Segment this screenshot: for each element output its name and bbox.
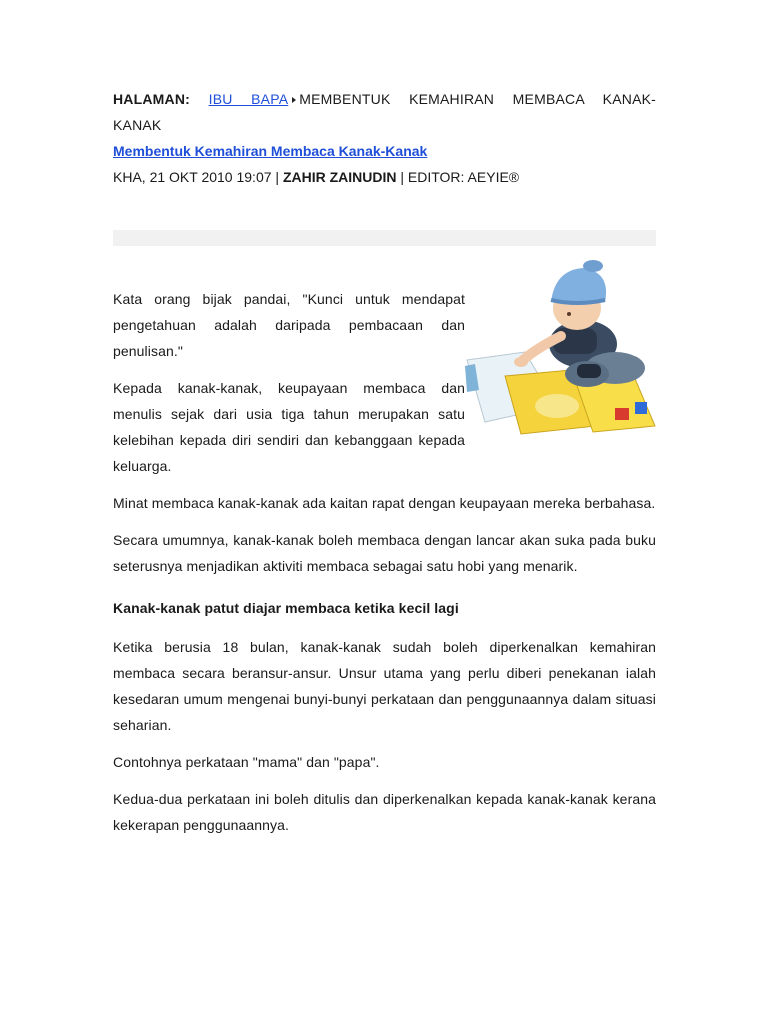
article-body [113, 286, 656, 849]
breadcrumb-link-ibu-bapa[interactable]: IBU BAPA [208, 91, 289, 107]
article-paragraph: Kepada kanak-kanak, keupayaan membaca dan menulis sejak dari usia tiga tahun merupakan satu kelebihan kepada diri sendiri dan kebanggaan kepada keluarga. [113, 380, 465, 474]
article-title-link[interactable]: Membentuk Kemahiran Membaca Kanak-Kanak [113, 143, 428, 159]
breadcrumb-label: HALAMAN: [113, 91, 191, 107]
article-paragraph: Kata orang bijak pandai, "Kunci untuk mendapat pengetahuan adalah daripada pembacaan dan penulisan." [113, 291, 465, 359]
breadcrumb-arrow-icon [292, 97, 296, 103]
article-paragraph: Minat membaca kanak-kanak ada kaitan rapat dengan keupayaan mereka berbahasa. [113, 495, 656, 511]
breadcrumb-current: MEMBENTUK KEMAHIRAN MEMBACA KANAK-KANAK [113, 91, 657, 133]
article-paragraph: Ketika berusia 18 bulan, kanak-kanak sudah boleh diperkenalkan kemahiran membaca secara beransur-ansur. Unsur utama yang perlu diberi penekanan ialah kesedaran umum mengenai bunyi-bunyi perkataan dan penggunaannya dalam situasi seharian. [113, 639, 656, 733]
breadcrumb [113, 86, 656, 138]
article-author: ZAHIR ZAINUDIN [282, 169, 397, 185]
article-paragraph: Contohnya perkataan "mama" dan "papa". [113, 754, 380, 770]
article-meta [113, 165, 656, 189]
article-paragraph: Kedua-dua perkataan ini boleh ditulis dan diperkenalkan kepada kanak-kanak kerana kekerapan penggunaannya. [113, 791, 656, 833]
divider-bar [113, 230, 656, 246]
article-paragraph: Secara umumnya, kanak-kanak boleh membaca dengan lancar akan suka pada buku seterusnya menjadikan aktiviti membaca sebagai satu hobi yang menarik. [113, 532, 656, 574]
meta-separator: | [400, 169, 405, 185]
meta-separator: | [275, 169, 280, 185]
article-subheading: Kanak-kanak patut diajar membaca ketika kecil lagi [113, 600, 459, 616]
article-page [113, 86, 657, 833]
baby-reading-photo-icon [465, 256, 657, 446]
article-date: KHA, 21 OKT 2010 19:07 [113, 169, 272, 185]
article-editor: EDITOR: AEYIE® [407, 169, 520, 185]
